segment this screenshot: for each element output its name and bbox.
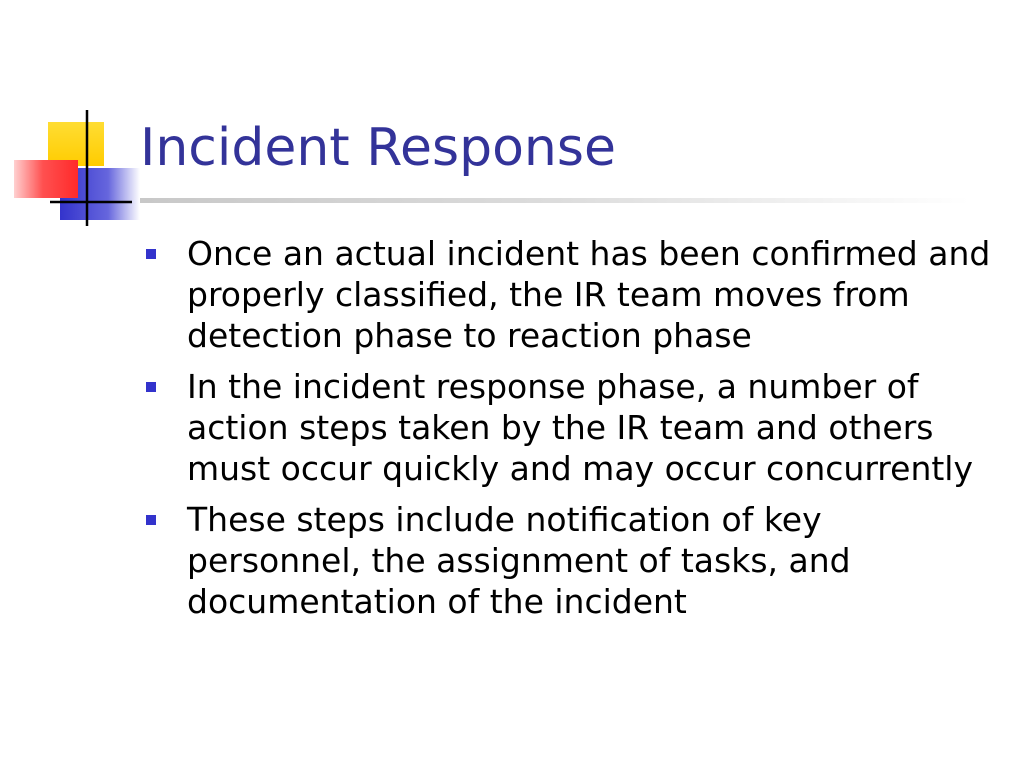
bullet-square-icon (146, 515, 156, 525)
title-decoration (0, 0, 150, 240)
bullet-list (140, 233, 1000, 632)
deco-yellow-square (48, 122, 104, 166)
bullet-square-icon (146, 382, 156, 392)
slide-title: Incident Response (140, 118, 616, 178)
bullet-square-icon (146, 249, 156, 259)
title-underline (140, 198, 970, 203)
bullet-item (140, 233, 1000, 356)
bullet-text: Once an actual incident has been confirmed and properly classified, the IR team moves from detection phase to reaction phase (187, 234, 991, 355)
bullet-text: These steps include notification of key personnel, the assignment of tasks, and documentation of the incident (187, 500, 851, 621)
bullet-item (140, 366, 1000, 489)
bullet-text: In the incident response phase, a number of action steps taken by the IR team and others must occur quickly and may occur concurrently (187, 367, 974, 488)
bullet-item (140, 499, 1000, 622)
deco-red-square (14, 160, 78, 198)
